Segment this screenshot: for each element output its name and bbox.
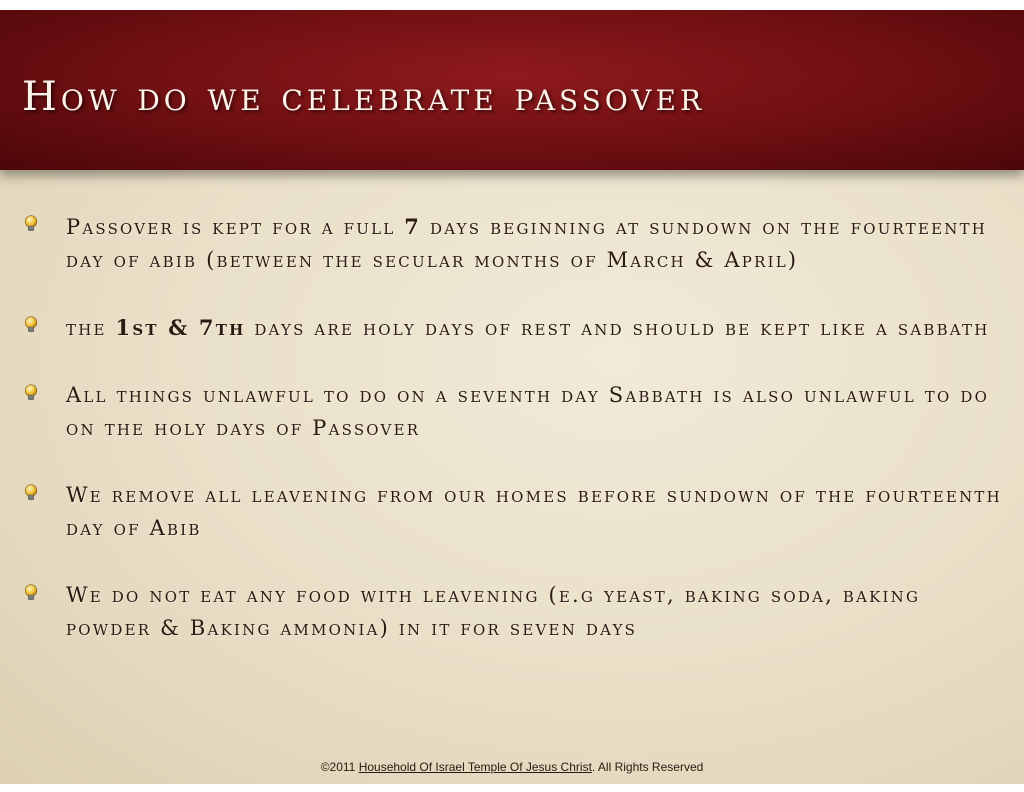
bullet-text	[66, 215, 987, 272]
bullet-item	[24, 579, 1004, 645]
bullet-item	[24, 311, 1004, 345]
bullet-list	[24, 210, 1004, 679]
footer	[0, 760, 1024, 774]
bullet-text-segment: the	[66, 316, 116, 340]
bullet-emphasis: 7	[404, 214, 422, 239]
bullet-item	[24, 210, 1004, 277]
slide	[0, 10, 1024, 784]
footer-copyright: ©2011	[320, 760, 359, 774]
bullet-emphasis: 1st & 7th	[115, 315, 246, 340]
bullet-text	[66, 316, 990, 340]
bullet-text-segment: We remove all leavening from our homes before sundown of the fourteenth day of Abib	[66, 483, 1002, 540]
footer-organization-link[interactable]: Household Of Israel Temple Of Jesus Christ	[358, 760, 592, 774]
lightbulb-icon	[24, 484, 38, 502]
bullet-text	[66, 383, 989, 440]
lightbulb-icon	[24, 215, 38, 233]
lightbulb-icon	[24, 384, 38, 402]
lightbulb-icon	[24, 316, 38, 334]
lightbulb-icon	[24, 584, 38, 602]
bullet-text-segment: Passover is kept for a full	[66, 215, 405, 239]
bullet-text	[66, 483, 1002, 540]
bullet-text-segment: days beginning at sundown on the fourteenth day of abib (between the secular months of March & April)	[66, 215, 988, 272]
bullet-item	[24, 479, 1004, 545]
footer-rights: . All Rights Reserved	[591, 760, 704, 774]
slide-title: How do we celebrate passover	[22, 74, 706, 120]
bullet-text-segment: We do not eat any food with leavening (e.g yeast, baking soda, baking powder & Baking ammonia) in it for seven days	[66, 583, 921, 640]
bullet-text	[66, 583, 920, 640]
title-banner	[0, 10, 1024, 170]
bullet-item	[24, 379, 1004, 445]
bullet-text-segment: All things unlawful to do on a seventh day Sabbath is also unlawful to do on the holy days of Passover	[66, 383, 990, 440]
bullet-text-segment: days are holy days of rest and should be kept like a sabbath	[245, 316, 990, 340]
